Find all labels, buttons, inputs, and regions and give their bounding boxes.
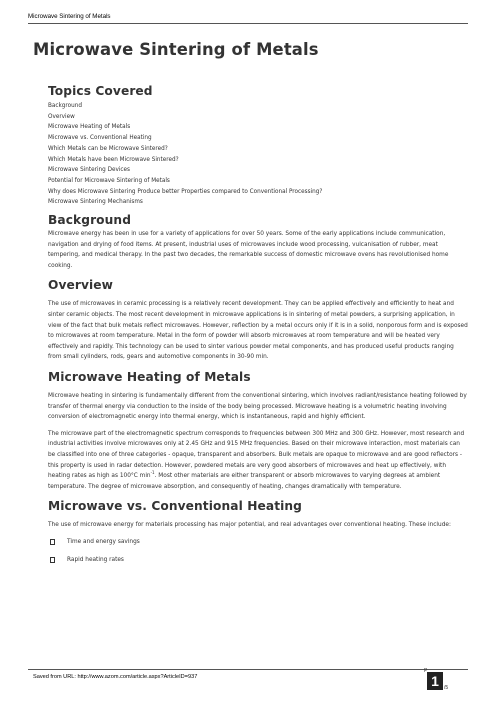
section-heading-microwave-vs-conventional: Microwave vs. Conventional Heating: [48, 499, 302, 514]
toc-heading: Topics Covered: [48, 84, 153, 98]
bullet-box-icon: [50, 557, 55, 563]
page-number: 1: [427, 672, 443, 690]
toc-item-microwave-heating[interactable]: Microwave Heating of Metals: [48, 124, 131, 131]
toc-item-background[interactable]: Background: [48, 103, 82, 109]
list-item-text: Time and energy savings: [67, 538, 140, 545]
toc-item-potential[interactable]: Potential for Microwave Sintering of Metals: [48, 177, 170, 184]
section-heading-background: Background: [48, 213, 132, 228]
toc-item-microwave-vs-conventional[interactable]: Microwave vs. Conventional Heating: [48, 135, 152, 142]
toc-item-mechanisms[interactable]: Microwave Sintering Mechanisms: [48, 199, 143, 206]
heating-paragraph-2-text: The microwave part of the electromagnetic spectrum corresponds to frequencies between 300 MHz and 300 GHz. However, most research and industrial activities involve microwaves only at 2.45 GHz and 915 MHz frequencies. Based on their microwave interaction, most materials can be classified into one of three categories - opaque, transparent and absorbers. Bulk metals are opaque to microwave and are good reflectors - this property is used in radar detection. However, powdered metals are very good absorbers of microwaves and heat up effectively, with heating rates as high as 100°C min: [48, 430, 465, 480]
page-prefix: P: [424, 668, 428, 674]
toc-item-better-properties[interactable]: Why does Microwave Sintering Produce better Properties compared to Conventional Processing?: [48, 188, 323, 195]
list-item-text: Rapid heating rates: [67, 556, 124, 563]
toc-item-which-metals-have[interactable]: Which Metals have been Microwave Sintered?: [48, 156, 179, 163]
background-paragraph: Microwave energy has been in use for a variety of applications for over 50 years. Some of the early applications include communication, navigation and drying of food items. At present, industrial uses of microwaves include wood processing, vulcanisation of rubber, meat tempering, and medical therapy. In the past two decades, the remarkable success of domestic microwave ovens has revolutionised home cooking.: [48, 231, 449, 269]
header-divider: [28, 23, 468, 24]
heating-paragraph-1: Microwave heating in sintering is fundamentally different from the conventional sintering, which involves radiant/resistance heating followed by transfer of thermal energy via conduction to the inside of the body being processed. Microwave heating is a volumetric heating involving conversion of electromagnetic energy into thermal energy, which is instantaneous, rapid and highly efficient.: [48, 392, 467, 421]
bullet-box-icon: [50, 539, 55, 545]
heating-paragraph-2: [48, 429, 468, 493]
unit-exponent: -1: [150, 470, 155, 476]
running-header-title: Microwave Sintering of Metals: [28, 13, 111, 20]
source-url-footer: Saved from URL: http://www.azom.com/article.aspx?ArticleID=937: [33, 674, 198, 680]
toc-item-sintering-devices[interactable]: Microwave Sintering Devices: [48, 167, 130, 174]
page-total: /5: [444, 685, 449, 691]
page-title: Microwave Sintering of Metals: [33, 40, 319, 59]
toc-item-which-metals-can[interactable]: Which Metals can be Microwave Sintered?: [48, 145, 168, 152]
advantages-list: [48, 537, 468, 565]
heating-paragraph-2-text-cont: . Most other materials are either transparent or absorb microwaves to varying degrees at ambient temperature. The degree of microwave absorption, and consequently of heating, changes dramatically with temperature.: [48, 473, 441, 490]
section-heading-overview: Overview: [48, 278, 114, 293]
vs-paragraph: The use of microwave energy for materials processing has major potential, and real advantages over conventional heating. These include:: [48, 522, 451, 529]
overview-paragraph: The use of microwaves in ceramic processing is a relatively recent development. They can be applied effectively and efficiently to heat and sinter ceramic objects. The most recent development in microwave applications is in sintering of metal powders, a surprising application, in view of the fact that bulk metals reflect microwaves. However, reflection by a metal occurs only if it is in a solid, nonporous form and is exposed to microwaves at room temperature. Metal in the form of powder will absorb microwaves at room temperature and will be heated very effectively and rapidly. This technology can be used to sinter various powder metal components, and has produced useful products ranging from small cylinders, rods, gears and automotive components in 30-90 min.: [48, 301, 468, 361]
footer-divider: [28, 669, 468, 670]
section-heading-microwave-heating: Microwave Heating of Metals: [48, 369, 251, 384]
toc-item-overview[interactable]: Overview: [48, 113, 75, 120]
table-of-contents: [48, 101, 468, 208]
page-number-badge: [424, 668, 464, 693]
list-item: [48, 537, 468, 548]
article-body: [48, 84, 468, 572]
list-item: [48, 555, 468, 566]
